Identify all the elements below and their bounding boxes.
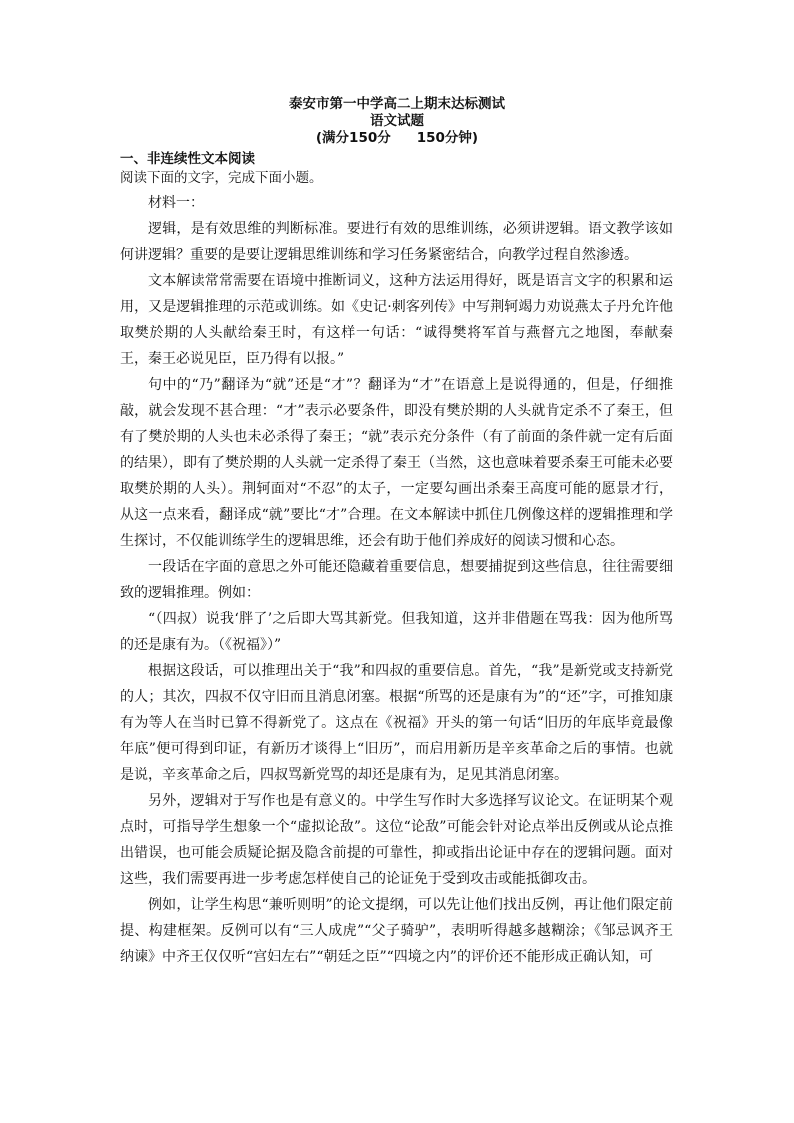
paragraph: 逻辑，是有效思维的判断标准。要进行有效的思维训练，必须讲逻辑。语文教学该如何讲逻辑？重要的是要让逻辑思维训练和学习任务紧密结合，向教学过程自然渗透。: [120, 221, 673, 263]
exam-score-line: [0, 130, 794, 147]
passage-body: [120, 190, 673, 970]
section-title: 一、非连续性文本阅读: [120, 151, 255, 167]
paragraph: 句中的“乃”翻译为“就”还是“才”？翻译为“才”在语意上是说得通的，但是，仔细推敲，就会发现不甚合理：“才”表示必要条件，即没有樊於期的人头就肯定杀不了秦王，但有了樊於期的人头也未必杀得了秦王；“就”表示充分条件（有了前面的条件就一定有后面的结果），即有了樊於期的人头就一定杀得了秦王（当然，这也意味着要杀秦王可能未必要取樊於期的人头）。荆轲面对“不忍”的太子，一定要勾画出杀秦王高度可能的愿景才行，从这一点来看，翻译成“就”要比“才”合理。在文本解读中抓住几例像这样的逻辑推理和学生探讨，不仅能训练学生的逻辑思维，还会有助于他们养成好的阅读习惯和心态。: [120, 377, 673, 549]
exam-full-score: (满分150分: [315, 130, 391, 146]
paragraph: 一段话在字面的意思之外可能还隐藏着重要信息，想要捕捉到这些信息，往往需要细致的逻辑推理。例如：: [120, 559, 673, 601]
paragraph: 文本解读常常需要在语境中推断词义，这种方法运用得好，既是语言文字的积累和运用，又是逻辑推理的示范或训练。如《史记·刺客列传》中写荆轲竭力劝说燕太子丹允许他取樊於期的人头献给秦王时，有这样一句话：“诚得樊将军首与燕督亢之地图，奉献秦王，秦王必说见臣，臣乃得有以报。”: [120, 273, 673, 367]
exam-title: 泰安市第一中学高二上期末达标测试: [289, 96, 505, 112]
paragraph: 根据这段话，可以推理出关于“我”和四叔的重要信息。首先，“我”是新党或支持新党的人；其次，四叔不仅守旧而且消息闭塞。根据“所骂的还是康有为”的“还”字，可推知康有为等人在当时已算不得新党了。这点在《祝福》开头的第一句话“旧历的年底毕竟最像年底”便可得到印证，有新历才谈得上“旧历”，而启用新历是辛亥革命之后的事情。也就是说，辛亥革命之后，四叔骂新党骂的却还是康有为，足见其消息闭塞。: [120, 663, 673, 783]
exam-subject: 语文试题: [370, 113, 424, 129]
paragraph: 另外，逻辑对于写作也是有意义的。中学生写作时大多选择写议论文。在证明某个观点时，可指导学生想象一个“虚拟论敌”。这位“论敌”可能会针对论点举出反例或从论点推出错误，也可能会质疑论据及隐含前提的可靠性，抑或指出论证中存在的逻辑问题。面对这些，我们需要再进一步考虑怎样使自己的论证免于受到攻击或能抵御攻击。: [120, 793, 673, 887]
exam-time: 150分钟): [416, 130, 479, 146]
exam-header: [0, 96, 794, 147]
section-instruction: 阅读下面的文字，完成下面小题。: [120, 170, 323, 186]
material-label: 材料一：: [148, 195, 204, 211]
quotation-paragraph: “（四叔）说我‘胖了’之后即大骂其新党。但我知道，这并非借题在骂我：因为他所骂的还是康有为。（《祝福》）”: [120, 611, 673, 653]
paragraph: 例如，让学生构思“兼听则明”的论文提纲，可以先让他们找出反例，再让他们限定前提、构建框架。反例可以有“三人成虎”“父子骑驴”，表明听得越多越糊涂；《邹忌讽齐王纳谏》中齐王仅仅听“宫妇左右”“朝廷之臣”“四境之内”的评价还不能形成正确认知，可: [120, 897, 673, 965]
